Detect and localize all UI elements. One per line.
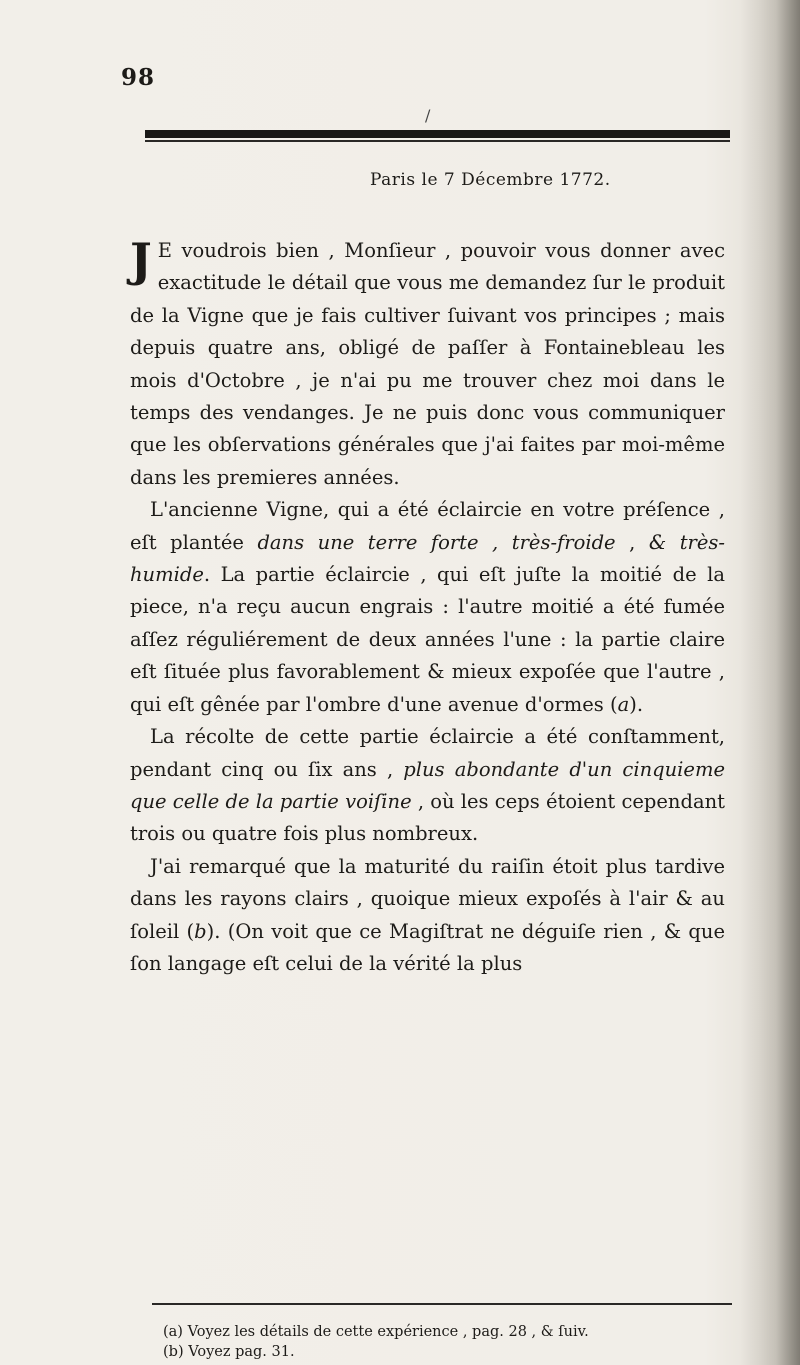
letter-body (130, 235, 725, 980)
p4-text-a: J'ai remarqué que la maturité du raiſin étoit plus tardive dans les rayons clairs , quoique mieux expoſés à l'air & au ſoleil ( (130, 854, 725, 943)
footnotes (163, 1322, 723, 1362)
p2-text-a: L'ancienne Vigne, qui a été éclaircie en votre préſence , eſt plantée (130, 498, 725, 554)
p4-text-b: ). (On voit que ce Magiſtrat ne déguiſe rien , & que ſon langage eſt celui de la vérité la plus (130, 919, 725, 975)
p3-emphasis: plus abondante d'un cinquieme que celle de la partie voiſine (130, 757, 725, 813)
p2-text-d: ). (629, 692, 644, 716)
footnote-rule (152, 1303, 732, 1305)
paragraph-1 (130, 235, 725, 494)
p2-emphasis-1: dans une terre forte , très-froide (257, 530, 616, 554)
header-rule-thin (145, 140, 730, 142)
page-edge-shadow (740, 0, 800, 1365)
dateline: Paris le 7 Décembre 1772. (370, 170, 611, 190)
footnote-ref-b[interactable]: b (194, 919, 207, 943)
p2-emphasis-2: & très-humide (130, 530, 725, 587)
footnote-b: (b) Voyez pag. 31. (163, 1344, 295, 1360)
p2-text-c: . La partie éclaircie , qui eſt juſte la moitié de la piece, n'a reçu aucun engrais : l'autre moitié a été fumée aſſez réguliérement de deux années l'une : la partie claire eſt ſituée plus favorablement & mieux expoſée que l'autre , qui eſt gênée par l'ombre d'une avenue d'ormes ( (130, 563, 725, 716)
paragraph-2 (130, 494, 725, 721)
page-number: 98 (121, 64, 156, 91)
p3-text-b: , où les ceps étoient cependant trois ou quatre fois plus nombreux. (130, 789, 725, 846)
p2-text-b: , (615, 530, 649, 554)
footnote-a: (a) Voyez les détails de cette expérience , pag. 28 , & ſuiv. (163, 1324, 589, 1340)
paragraph-4 (130, 851, 725, 981)
drop-cap: J (130, 233, 152, 287)
footnote-ref-a[interactable]: a (617, 692, 630, 716)
paragraph-1-text: E voudrois bien , Monſieur , pouvoir vous donner avec exactitude le détail que vous me demandez ſur le produit de la Vigne que je fais cultiver ſuivant vos principes ; mais depuis quatre ans, obligé de paſſer à Fontainebleau les mois d'Octobre , je n'ai pu me trouver chez moi dans le temps des vendanges. Je ne puis donc vous communiquer que les obſervations générales que j'ai faites par moi-même dans les premieres années. (130, 239, 725, 489)
paragraph-3 (130, 721, 725, 851)
top-mark: / (425, 106, 431, 125)
p3-text-a: La récolte de cette partie éclaircie a été conſtamment, pendant cinq ou ſix ans , (130, 725, 725, 781)
header-rule (145, 130, 730, 138)
